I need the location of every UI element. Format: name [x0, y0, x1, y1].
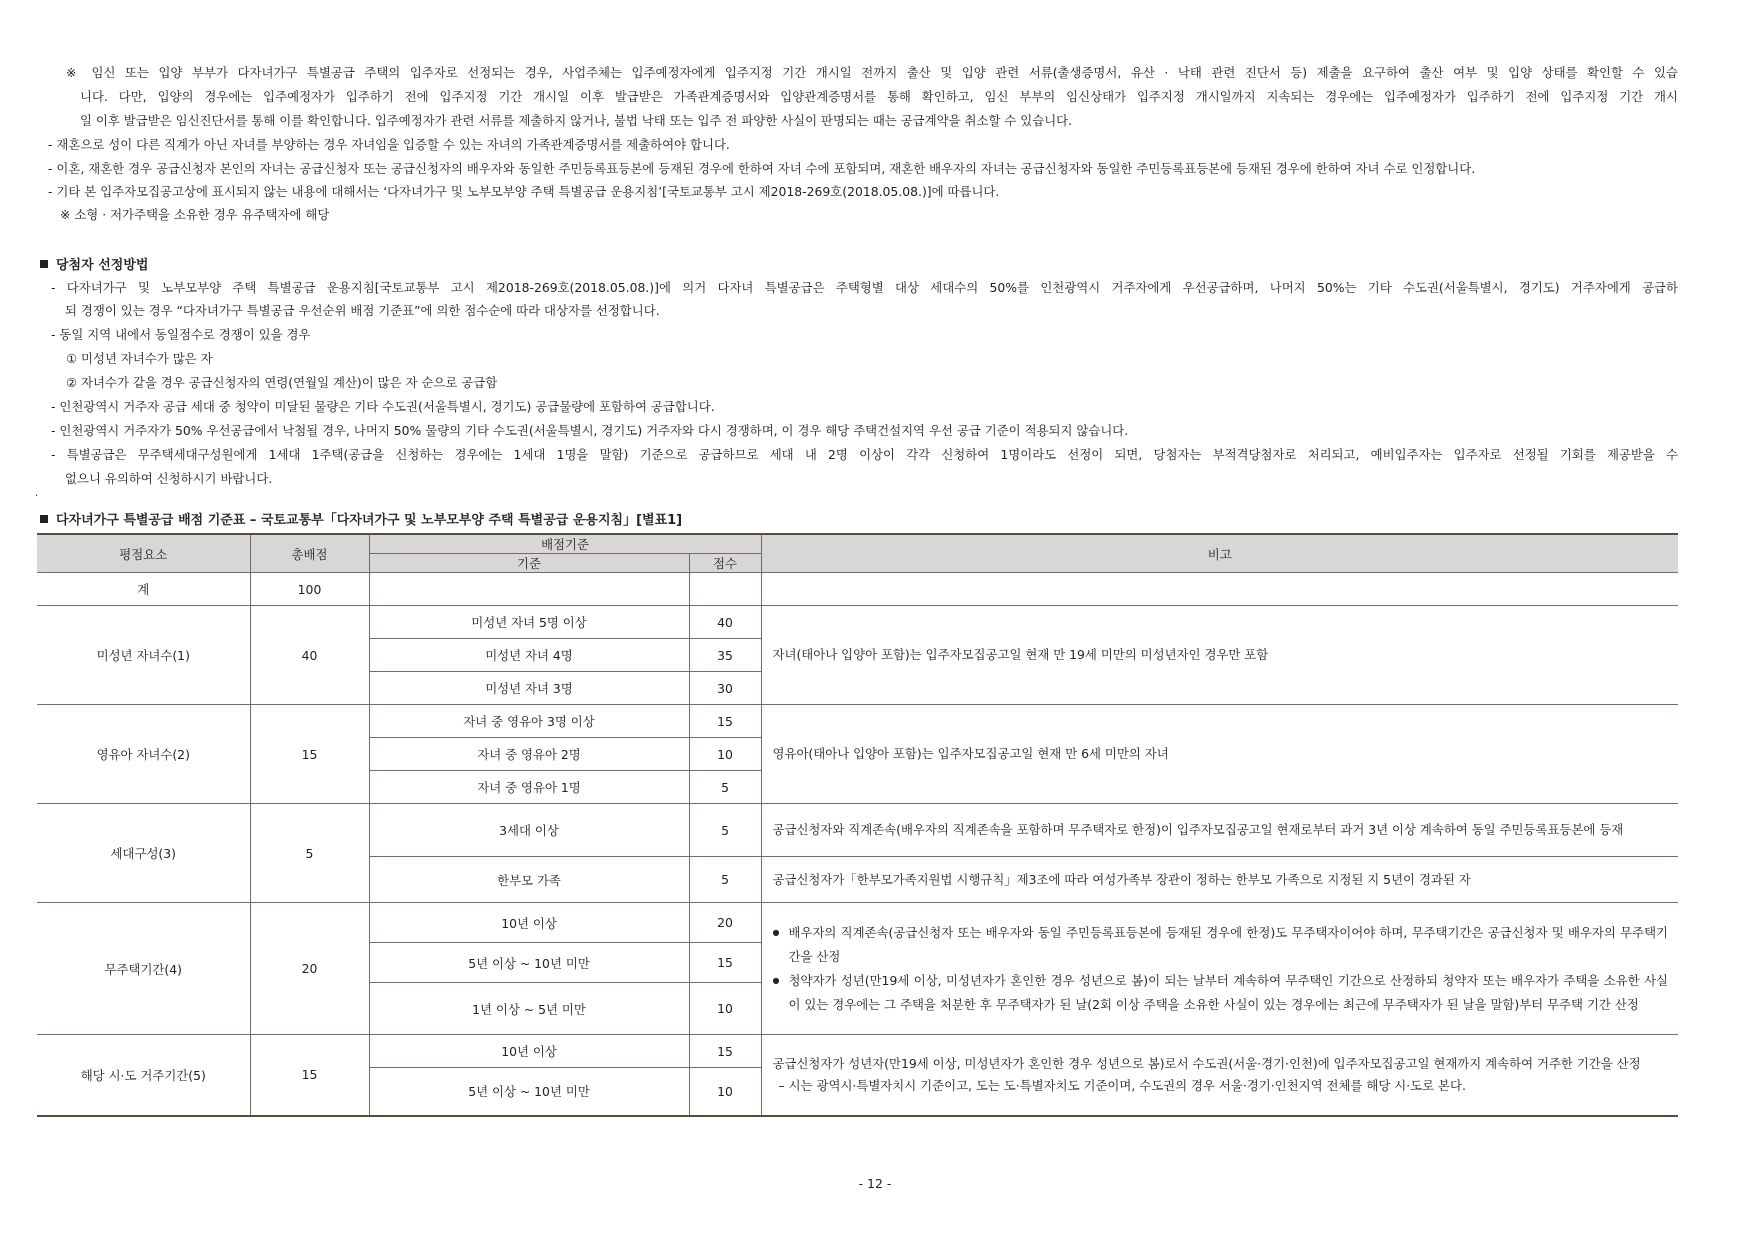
selection-para-5b: 없으니 유의하여 신청하시기 바랍니다. [65, 471, 273, 486]
header-criteria: 배점기준 [369, 534, 761, 554]
remark-cell [761, 804, 1678, 857]
basis-cell: 3세대 이상 [369, 804, 689, 857]
points-cell: 5 [689, 771, 761, 804]
factor-cell: 해당 시·도 거주기간(5) [37, 1035, 250, 1116]
basis-cell [369, 573, 689, 606]
basis-cell: 10년 이상 [369, 1035, 689, 1068]
points-cell: 15 [689, 943, 761, 983]
basis-cell: 자녀 중 영유아 1명 [369, 771, 689, 804]
note-remarriage: - 재혼으로 성이 다른 직계가 아닌 자녀를 부양하는 경우 자녀임을 입증할 수 있는 자녀의 가족관계증명서를 제출하여야 합니다. [48, 137, 730, 152]
table-header-row [37, 534, 1678, 554]
remark-cell [761, 1035, 1678, 1116]
total-cell: 5 [250, 804, 369, 903]
basis-cell: 미성년 자녀 3명 [369, 672, 689, 705]
remark-cell [761, 573, 1678, 606]
basis-cell: 5년 이상 ~ 10년 미만 [369, 943, 689, 983]
basis-cell: 자녀 중 영유아 2명 [369, 738, 689, 771]
header-remarks: 비고 [761, 534, 1678, 573]
square-bullet-icon [40, 260, 48, 268]
table-row [37, 804, 1678, 857]
remark-cell: 영유아(태아나 입양아 포함)는 입주자모집공고일 현재 만 6세 미만의 자녀 [761, 705, 1678, 804]
total-cell: 100 [250, 573, 369, 606]
total-cell: 40 [250, 606, 369, 705]
points-cell: 40 [689, 606, 761, 639]
points-cell: 10 [689, 983, 761, 1035]
remark-cell: 자녀(태아나 입양아 포함)는 입주자모집공고일 현재 만 19세 미만의 미성년자인 경우만 포함 [761, 606, 1678, 705]
selection-para-3: - 인천광역시 거주자 공급 세대 중 청약이 미달된 물량은 기타 수도권(서울특별시, 경기도) 공급물량에 포함하여 공급합니다. [51, 399, 715, 414]
basis-cell: 5년 이상 ~ 10년 미만 [369, 1068, 689, 1116]
basis-cell: 10년 이상 [369, 903, 689, 943]
remark-cell: 공급신청자가「한부모가족지원법 시행규칙」제3조에 따라 여성가족부 장관이 정하는 한부모 가족으로 지정된 지 5년이 경과된 자 [761, 857, 1678, 903]
table-row [37, 1035, 1678, 1068]
table-row [37, 705, 1678, 738]
section-heading-selection: 당첨자 선정방법 [40, 254, 148, 273]
factor-cell: 계 [37, 573, 250, 606]
total-cell: 15 [250, 1035, 369, 1116]
note-pregnancy-line-3: 일 이후 발급받은 임신진단서를 통해 이를 확인합니다. 입주예정자가 관련 서류를 제출하지 않거나, 불법 낙태 또는 입주 전 파양한 사실이 판명되는 때는 공급계약을 취소할 수 있습니다. [80, 113, 1073, 128]
remark-bullet: ● 청약자가 성년(만19세 이상, 미성년자가 혼인한 경우 성년으로 봄)이 되는 날부터 계속하여 무주택인 기간으로 산정하되 청약자 또는 배우자가 주택을 소유한 사실이 있는 경우에는 그 주택을 처분한 후 무주택자가 된 날(2회 이상 주택을 소유한 사실이 있는 경우에는 최근에 무주택자가 된 날을 말함)부터 무주택 기간 산정 [773, 969, 1669, 1017]
basis-cell: 미성년 자녀 4명 [369, 639, 689, 672]
points-cell: 15 [689, 705, 761, 738]
remark-bullet-list [773, 921, 1669, 1017]
selection-para-2: - 동일 지역 내에서 동일점수로 경쟁이 있을 경우 [51, 327, 311, 342]
score-table [37, 533, 1678, 1117]
square-bullet-icon [40, 515, 48, 523]
basis-cell: 1년 이상 ~ 5년 미만 [369, 983, 689, 1035]
remark-subnote: – 시는 광역시·특별자치시 기준이고, 도는 도·특별자치도 기준이며, 수도권의 경우 서울·경기·인천지역 전체를 해당 시·도로 본다. [778, 1077, 1466, 1093]
points-cell: 20 [689, 903, 761, 943]
factor-cell: 영유아 자녀수(2) [37, 705, 250, 804]
selection-tie-rule-1: ① 미성년 자녀수가 많은 자 [66, 351, 213, 366]
selection-para-5a: - 특별공급은 무주택세대구성원에게 1세대 1주택(공급을 신청하는 경우에는 1세대 1명을 말함) 기준으로 공급하므로 세대 내 2명 이상이 각각 신청하여 1명이라도 선정이 되면, 당첨자는 부적격당첨자로 처리되고, 예비입주자는 입주자로 선정될 기회를 제공받을 수 [51, 447, 1678, 462]
points-cell: 5 [689, 857, 761, 903]
header-points: 점수 [689, 554, 761, 573]
points-cell: 15 [689, 1035, 761, 1068]
header-total: 총배점 [250, 534, 369, 573]
table-row [37, 573, 1678, 606]
table-row [37, 606, 1678, 639]
table-title: 다자녀가구 특별공급 배점 기준표 – 국토교통부「다자녀가구 및 노부모부양 주택 특별공급 운용지침」[별표1] [40, 509, 682, 528]
remark-text: 공급신청자가 성년자(만19세 이상, 미성년자가 혼인한 경우 성년으로 봄)로서 수도권(서울·경기·인천)에 입주자모집공고일 현재까지 계속하여 거주한 기간을 산정 [772, 1055, 1641, 1071]
remark-text: 공급신청자와 직계존속(배우자의 직계존속을 포함하며 무주택자로 한정)이 입주자모집공고일 현재로부터 과거 3년 이상 계속하여 동일 주민등록표등본에 등재 [772, 822, 1624, 837]
note-divorce: - 이혼, 재혼한 경우 공급신청자 본인의 자녀는 공급신청자 또는 공급신청자의 배우자와 동일한 주민등록표등본에 등재된 경우에 한하여 자녀 수에 포함되며, 재혼한 배우자의 자녀는 공급신청자와 동일한 주민등록표등본에 등재된 경우에 한하여 자녀 수로 인정합니다. [48, 161, 1476, 176]
selection-tie-rule-2: ② 자녀수가 같을 경우 공급신청자의 연령(연월일 계산)이 많은 자 순으로 공급함 [66, 375, 498, 390]
selection-para-4: - 인천광역시 거주자가 50% 우선공급에서 낙첨될 경우, 나머지 50% 물량의 기타 수도권(서울특별시, 경기도) 거주자와 다시 경쟁하며, 이 경우 해당 주택건설지역 우선 공급 기준이 적용되지 않습니다. [51, 423, 1129, 438]
points-cell: 10 [689, 738, 761, 771]
points-cell: 35 [689, 639, 761, 672]
header-factor: 평점요소 [37, 534, 250, 573]
factor-cell: 세대구성(3) [37, 804, 250, 903]
basis-cell: 미성년 자녀 5명 이상 [369, 606, 689, 639]
points-cell: 10 [689, 1068, 761, 1116]
factor-cell: 무주택기간(4) [37, 903, 250, 1035]
note-pregnancy-line-2: 니다. 다만, 입양의 경우에는 입주예정자가 입주하기 전에 입주지정 기간 개시일 이후 발급받은 가족관계증명서와 입양관계증명서를 통해 확인하고, 임신 부부의 임신상태가 입주지정 개시일까지 지속되는 경우에는 입주예정자가 입주하기 전에 입주지정 기간 개시 [80, 89, 1678, 104]
remark-bullet: ● 배우자의 직계존속(공급신청자 또는 배우자와 동일 주민등록표등본에 등재된 경우에 한정)도 무주택자이어야 하며, 무주택기간은 공급신청자 및 배우자의 무주택기간을 산정 [773, 921, 1669, 969]
points-cell [689, 573, 761, 606]
points-cell: 5 [689, 804, 761, 857]
note-pregnancy-line-1: ※ 임신 또는 입양 부부가 다자녀가구 특별공급 주택의 입주자로 선정되는 경우, 사업주체는 입주예정자에게 입주지정 기간 개시일 전까지 출산 및 입양 관련 서류(출생증명서, 유산 · 낙태 관련 진단서 등) 제출을 요구하여 출산 여부 및 입양 상태를 확인할 수 있습 [66, 65, 1678, 80]
points-cell: 30 [689, 672, 761, 705]
note-small-house: ※ 소형 · 저가주택을 소유한 경우 유주택자에 해당 [60, 207, 330, 222]
selection-para-1b: 되 경쟁이 있는 경우 “다자녀가구 특별공급 우선순위 배점 기준표”에 의한 점수순에 따라 대상자를 선정합니다. [65, 303, 660, 318]
header-basis: 기준 [369, 554, 689, 573]
basis-cell: 한부모 가족 [369, 857, 689, 903]
table-row [37, 903, 1678, 943]
remark-cell [761, 903, 1678, 1035]
page-number: - 12 - [858, 1176, 892, 1191]
total-cell: 15 [250, 705, 369, 804]
factor-cell: 미성년 자녀수(1) [37, 606, 250, 705]
stray-dot: . [35, 488, 39, 499]
basis-cell: 자녀 중 영유아 3명 이상 [369, 705, 689, 738]
selection-para-1a: - 다자녀가구 및 노부모부양 주택 특별공급 운용지침[국토교통부 고시 제2018-269호(2018.05.08.)]에 의거 다자녀 특별공급은 주택형별 대상 세대수의 50%를 인천광역시 거주자에게 우선공급하며, 나머지 50%는 기타 수도권(서울특별시, 경기도) 거주자에게 공급하 [51, 280, 1678, 295]
note-guideline: - 기타 본 입주자모집공고상에 표시되지 않는 내용에 대해서는 ‘다자녀가구 및 노부모부양 주택 특별공급 운용지침’[국토교통부 고시 제2018-269호(2018.05.08.)]에 따릅니다. [48, 184, 1000, 199]
total-cell: 20 [250, 903, 369, 1035]
